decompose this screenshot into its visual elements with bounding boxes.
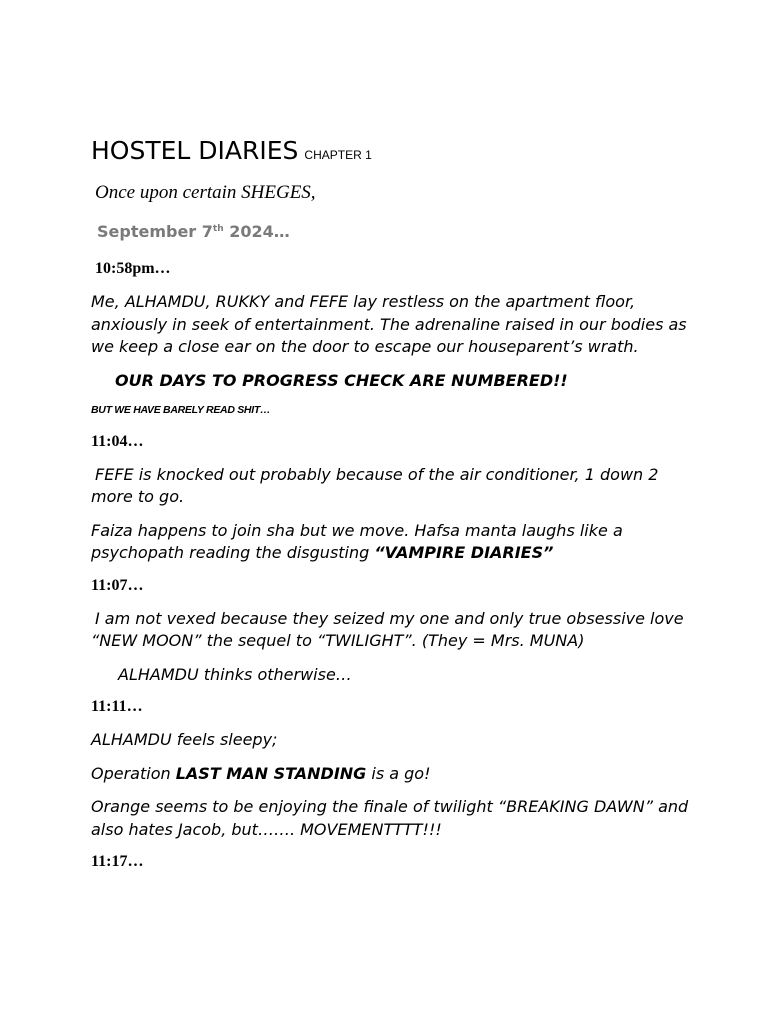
timestamp-1: 10:58pm… <box>95 260 171 277</box>
paragraph-4: I am not vexed because they seized my one and only true obsessive love “NEW MOON” the sequel to “TWILIGHT”. (They = Mrs. MUNA) <box>91 608 684 650</box>
date-prefix: September 7 <box>97 222 213 241</box>
opening-line: Once upon certain SHEGES, <box>95 182 316 203</box>
date-line <box>97 218 691 243</box>
paragraph-7-start: Operation <box>91 763 176 783</box>
title-main: HOSTEL DIARIES <box>91 136 299 165</box>
timestamp-5: 11:17… <box>91 853 144 870</box>
title-chapter: CHAPTER 1 <box>304 148 372 162</box>
paragraph-1: Me, ALHAMDU, RUKKY and FEFE lay restless on the apartment floor, anxiously in seek of entertainment. The adrenaline raised in our bodies as we keep a close ear on the door to escape our houseparent’s wrath. <box>91 292 687 356</box>
document-title <box>91 134 691 172</box>
timestamp-2: 11:04… <box>91 432 144 450</box>
paragraph-7-bold: LAST MAN STANDING <box>175 763 367 783</box>
headline: OUR DAYS TO PROGRESS CHECK ARE NUMBERED!! <box>115 370 568 390</box>
timestamp-4: 11:11… <box>91 698 143 715</box>
document-body <box>91 134 691 884</box>
date-rest: 2024… <box>223 222 290 241</box>
paragraph-6: ALHAMDU feels sleepy; <box>91 730 278 749</box>
paragraph-3-text: Faiza happens to join sha but we move. Hafsa manta laughs like a psychopath reading the disgusting <box>91 520 623 562</box>
note-line: BUT WE HAVE BARELY READ SHIT… <box>91 403 271 416</box>
timestamp-3: 11:07… <box>91 576 144 594</box>
paragraph-5: ALHAMDU thinks otherwise… <box>118 664 352 684</box>
paragraph-8: Orange seems to be enjoying the finale of twilight “BREAKING DAWN” and also hates Jacob, but……. MOVEMENTTTT!!! <box>91 797 689 839</box>
paragraph-2: FEFE is knocked out probably because of the air conditioner, 1 down 2 more to go. <box>91 464 659 506</box>
paragraph-7 <box>91 763 691 786</box>
date-suffix: th <box>212 224 224 234</box>
paragraph-3-bold: “VAMPIRE DIARIES” <box>374 543 554 562</box>
paragraph-3 <box>91 520 691 565</box>
paragraph-7-end: is a go! <box>366 763 431 783</box>
